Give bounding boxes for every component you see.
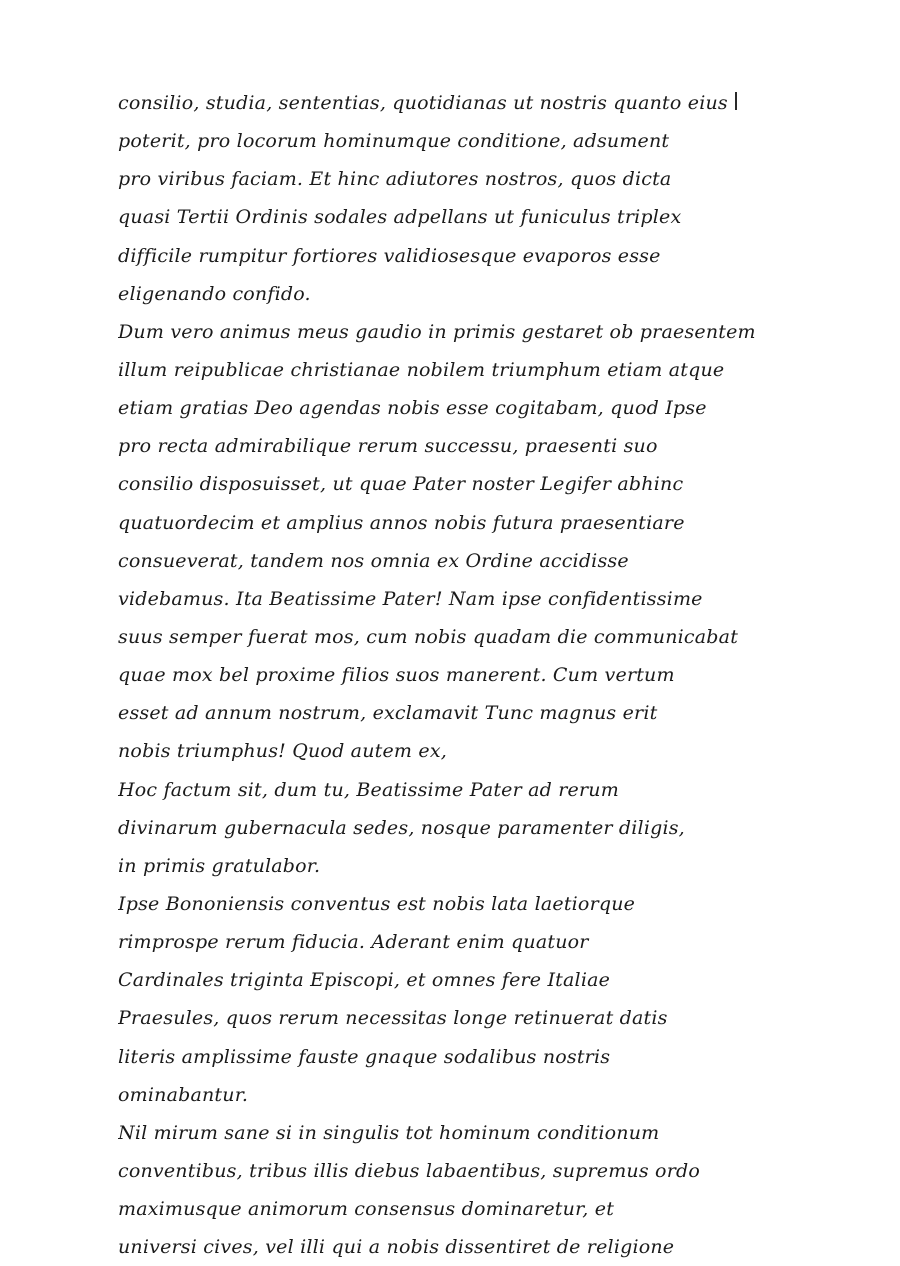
text-line: Ipse Bononiensis conventus est nobis lata laetiorque: [118, 892, 636, 915]
text-line: pro viribus faciam. Et hinc adiutores nostros, quos dicta: [118, 168, 672, 191]
text-line: Cardinales triginta Episcopi, et omnes fere Italiae: [118, 969, 611, 992]
text-line: consueverat, tandem nos omnia ex Ordine accidisse: [118, 549, 629, 572]
text-line: consilio, studia, sententias, quotidianas ut nostris quanto eius: [118, 92, 728, 114]
text-line: esset ad annum nostrum, exclamavit Tunc magnus erit: [118, 702, 658, 725]
text-line: ominabantur.: [118, 1083, 249, 1106]
text-line: maximusque animorum consensus dominaretur, et: [118, 1198, 615, 1221]
text-line: Praesules, quos rerum necessitas longe retinuerat datis: [118, 1007, 668, 1030]
text-line: in primis gratulabor.: [118, 854, 321, 877]
text-line: rimprospe rerum fiducia. Aderant enim quatuor: [118, 931, 589, 954]
text-line: suus semper fuerat mos, cum nobis quadam die communicabat: [118, 625, 739, 648]
text-line: nobis triumphus! Quod autem ex,: [118, 740, 447, 763]
text-line: illum reipublicae christianae nobilem triumphum etiam atque: [118, 358, 725, 381]
text-line: etiam gratias Deo agendas nobis esse cogitabam, quod Ipse: [118, 397, 707, 420]
text-line: Dum vero animus meus gaudio in primis gestaret ob praesentem: [118, 320, 756, 343]
text-line: poterit, pro locorum hominumque conditione, adsument: [118, 130, 670, 153]
text-line: eligenando confido.: [118, 282, 311, 305]
text-line: videbamus. Ita Beatissime Pater! Nam ipse confidentissime: [118, 587, 703, 610]
text-line: quatuordecim et amplius annos nobis futura praesentiare: [118, 511, 685, 534]
text-line: difficile rumpitur fortiores validiosesque evaporos esse: [118, 244, 661, 267]
text-line: divinarum gubernacula sedes, nosque paramenter diligis,: [118, 816, 685, 839]
text-line: Nil mirum sane si in singulis tot hominum conditionum: [118, 1121, 660, 1144]
text-line: conventibus, tribus illis diebus labaentibus, supremus ordo: [118, 1159, 700, 1182]
text-line: pro recta admirabilique rerum successu, praesenti suo: [118, 435, 658, 458]
text-line: Hoc factum sit, dum tu, Beatissime Pater ad rerum: [118, 778, 619, 801]
text-line: universi cives, vel illi qui a nobis dissentiret de religione: [118, 1236, 675, 1259]
text-line: consilio disposuisset, ut quae Pater noster Legifer abhinc: [118, 473, 684, 496]
text-line: quasi Tertii Ordinis sodales adpellans ut funiculus triplex: [118, 206, 682, 229]
text-line: literis amplissime fauste gnaque sodalibus nostris: [118, 1045, 611, 1068]
handwritten-text-block: [118, 84, 798, 1266]
text-line: quae mox bel proxime filios suos manerent. Cum vertum: [118, 664, 675, 687]
